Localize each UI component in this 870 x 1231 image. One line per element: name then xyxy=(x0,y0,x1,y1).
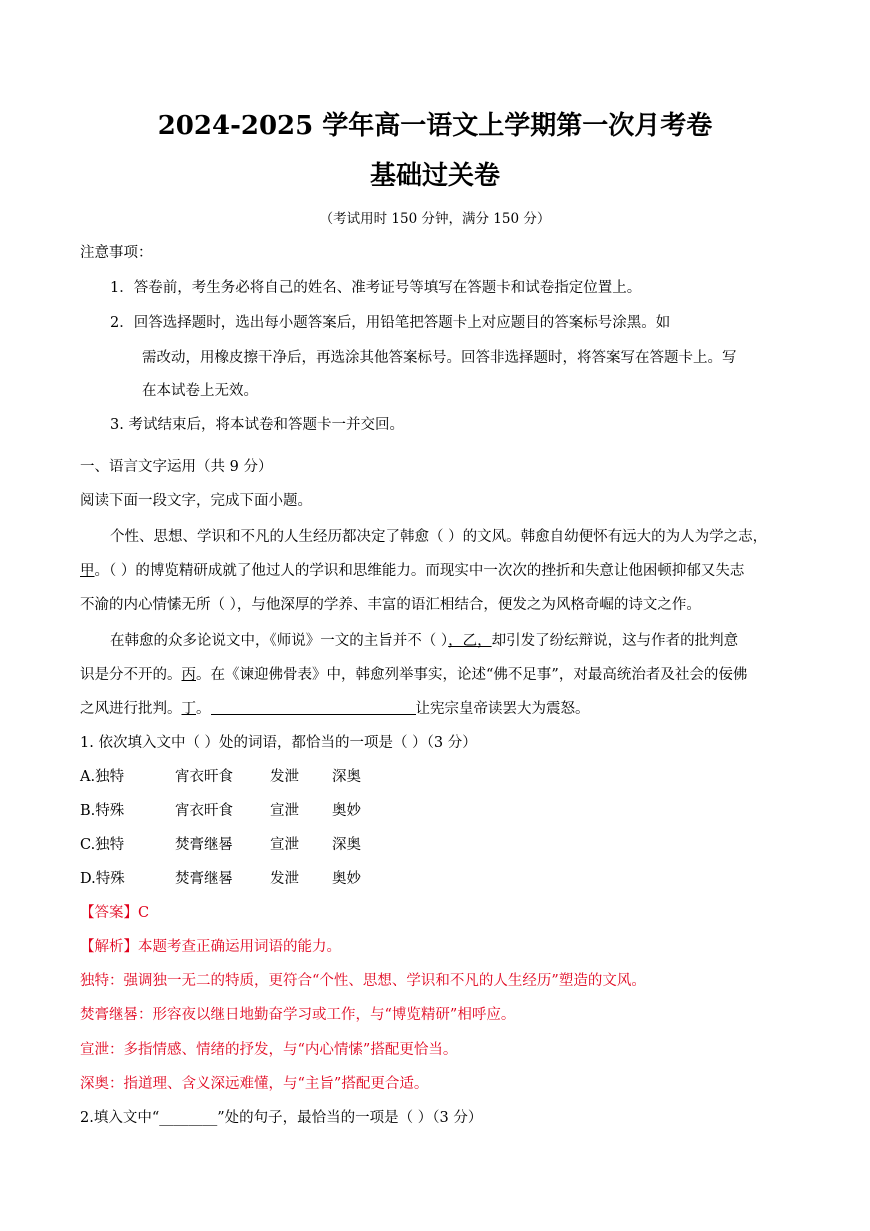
passage-text: 。（ ）的博览精研成就了他过人的学识和思维能力。而现实中一次次的挫折和失意让他困顿抑郁又失志 xyxy=(94,563,745,579)
option-label: D.特殊 xyxy=(80,871,125,887)
option-c xyxy=(80,835,361,855)
passage-text: 。在《谏迎佛骨表》中，韩愈列举事实，论述“佛不足事”，对最高统治者及社会的佞佛 xyxy=(196,667,748,683)
marker-jia: 甲 xyxy=(80,563,95,579)
option-word: 宣泄 xyxy=(270,837,299,853)
analysis-note: 深奥：指道理、含义深远难懂，与“主旨”搭配更合适。 xyxy=(80,1076,429,1092)
option-b xyxy=(80,801,361,821)
marker-bing: 丙 xyxy=(181,667,196,683)
passage-text: 。 xyxy=(196,701,211,717)
option-label: B.特殊 xyxy=(80,803,125,819)
option-word: 焚膏继晷 xyxy=(175,871,233,887)
marker-yi: ，乙， xyxy=(448,633,492,649)
analysis-note: 独特：强调独一无二的特质，更符合“个性、思想、学识和不凡的人生经历”塑造的文风。 xyxy=(80,973,646,989)
answer-value: C xyxy=(138,905,150,921)
notice-heading: 注意事项： xyxy=(80,245,153,261)
answer-label: 【答案】 xyxy=(80,905,138,921)
option-word: 发泄 xyxy=(270,769,299,785)
option-word: 焚膏继晷 xyxy=(175,837,233,853)
option-label: C.独特 xyxy=(80,837,125,853)
option-word: 宵衣旰食 xyxy=(175,803,233,819)
analysis-text: 本题考查正确运用词语的能力。 xyxy=(138,939,341,955)
exam-title: 2024-2025 学年高一语文上学期第一次月考卷 xyxy=(157,111,713,141)
option-word: 发泄 xyxy=(270,871,299,887)
notice-item-2-cont: 需改动，用橡皮擦干净后，再选涂其他答案标号。回答非选择题时，将答案写在答题卡上。写 xyxy=(142,350,737,366)
passage-line xyxy=(80,665,747,685)
passage-line xyxy=(80,699,590,719)
notice-item-2-cont: 在本试卷上无效。 xyxy=(142,383,258,399)
option-word: 奥妙 xyxy=(332,803,361,819)
passage-text: 在韩愈的众多论说文中，《师说》一文的主旨并不（ ） xyxy=(110,633,449,649)
exam-subtitle: 基础过关卷 xyxy=(369,161,500,191)
option-word: 宣泄 xyxy=(270,803,299,819)
question-2-stem: 2.填入文中“________”处的句子，最恰当的一项是（ ）（3 分） xyxy=(80,1110,483,1126)
question-1-stem: 1. 依次填入文中（ ）处的词语，都恰当的一项是（ ）（3 分） xyxy=(80,735,477,751)
answer-line xyxy=(80,903,149,923)
notice-item-1: 1．答卷前，考生务必将自己的姓名、准考证号等填写在答题卡和试卷指定位置上。 xyxy=(110,280,642,296)
analysis-note: 焚膏继晷：形容夜以继日地勤奋学习或工作，与“博览精研”相呼应。 xyxy=(80,1007,516,1023)
passage-line xyxy=(80,561,744,581)
passage-text: 却引发了纷纭辩说，这与作者的批判意 xyxy=(491,633,739,649)
notice-item-2: 2．回答选择题时，选出每小题答案后，用铅笔把答题卡上对应题目的答案标号涂黑。如 xyxy=(110,315,671,331)
analysis-label: 【解析】 xyxy=(80,939,138,955)
fill-blank xyxy=(211,700,416,715)
section-heading: 一、语言文字运用（共 9 分） xyxy=(80,459,273,475)
analysis-note: 宣泄：多指情感、情绪的抒发，与“内心情愫”搭配更恰当。 xyxy=(80,1042,458,1058)
passage-line: 个性、思想、学识和不凡的人生经历都决定了韩愈（ ）的文风。韩愈自幼便怀有远大的为人为学之志， xyxy=(110,529,768,545)
exam-info: （考试用时 150 分钟，满分 150 分） xyxy=(319,211,551,227)
passage-line: 不渝的内心情愫无所（ ），与他深厚的学养、丰富的语汇相结合，便发之为风格奇崛的诗文之作。 xyxy=(80,597,701,613)
analysis-line xyxy=(80,937,341,957)
option-word: 宵衣旰食 xyxy=(175,769,233,785)
option-word: 深奥 xyxy=(332,769,361,785)
option-label: A.独特 xyxy=(80,769,125,785)
section-instruction: 阅读下面一段文字，完成下面小题。 xyxy=(80,493,312,509)
option-a xyxy=(80,767,361,787)
passage-line xyxy=(110,631,738,651)
notice-item-3: 3. 考试结束后，将本试卷和答题卡一并交回。 xyxy=(110,417,404,433)
option-d xyxy=(80,869,361,889)
option-word: 奥妙 xyxy=(332,871,361,887)
option-word: 深奥 xyxy=(332,837,361,853)
passage-text: 识是分不开的。 xyxy=(80,667,182,683)
passage-text: 之风进行批判。 xyxy=(80,701,182,717)
marker-ding: 丁 xyxy=(181,701,196,717)
passage-text: 让宪宗皇帝读罢大为震怒。 xyxy=(415,701,590,717)
